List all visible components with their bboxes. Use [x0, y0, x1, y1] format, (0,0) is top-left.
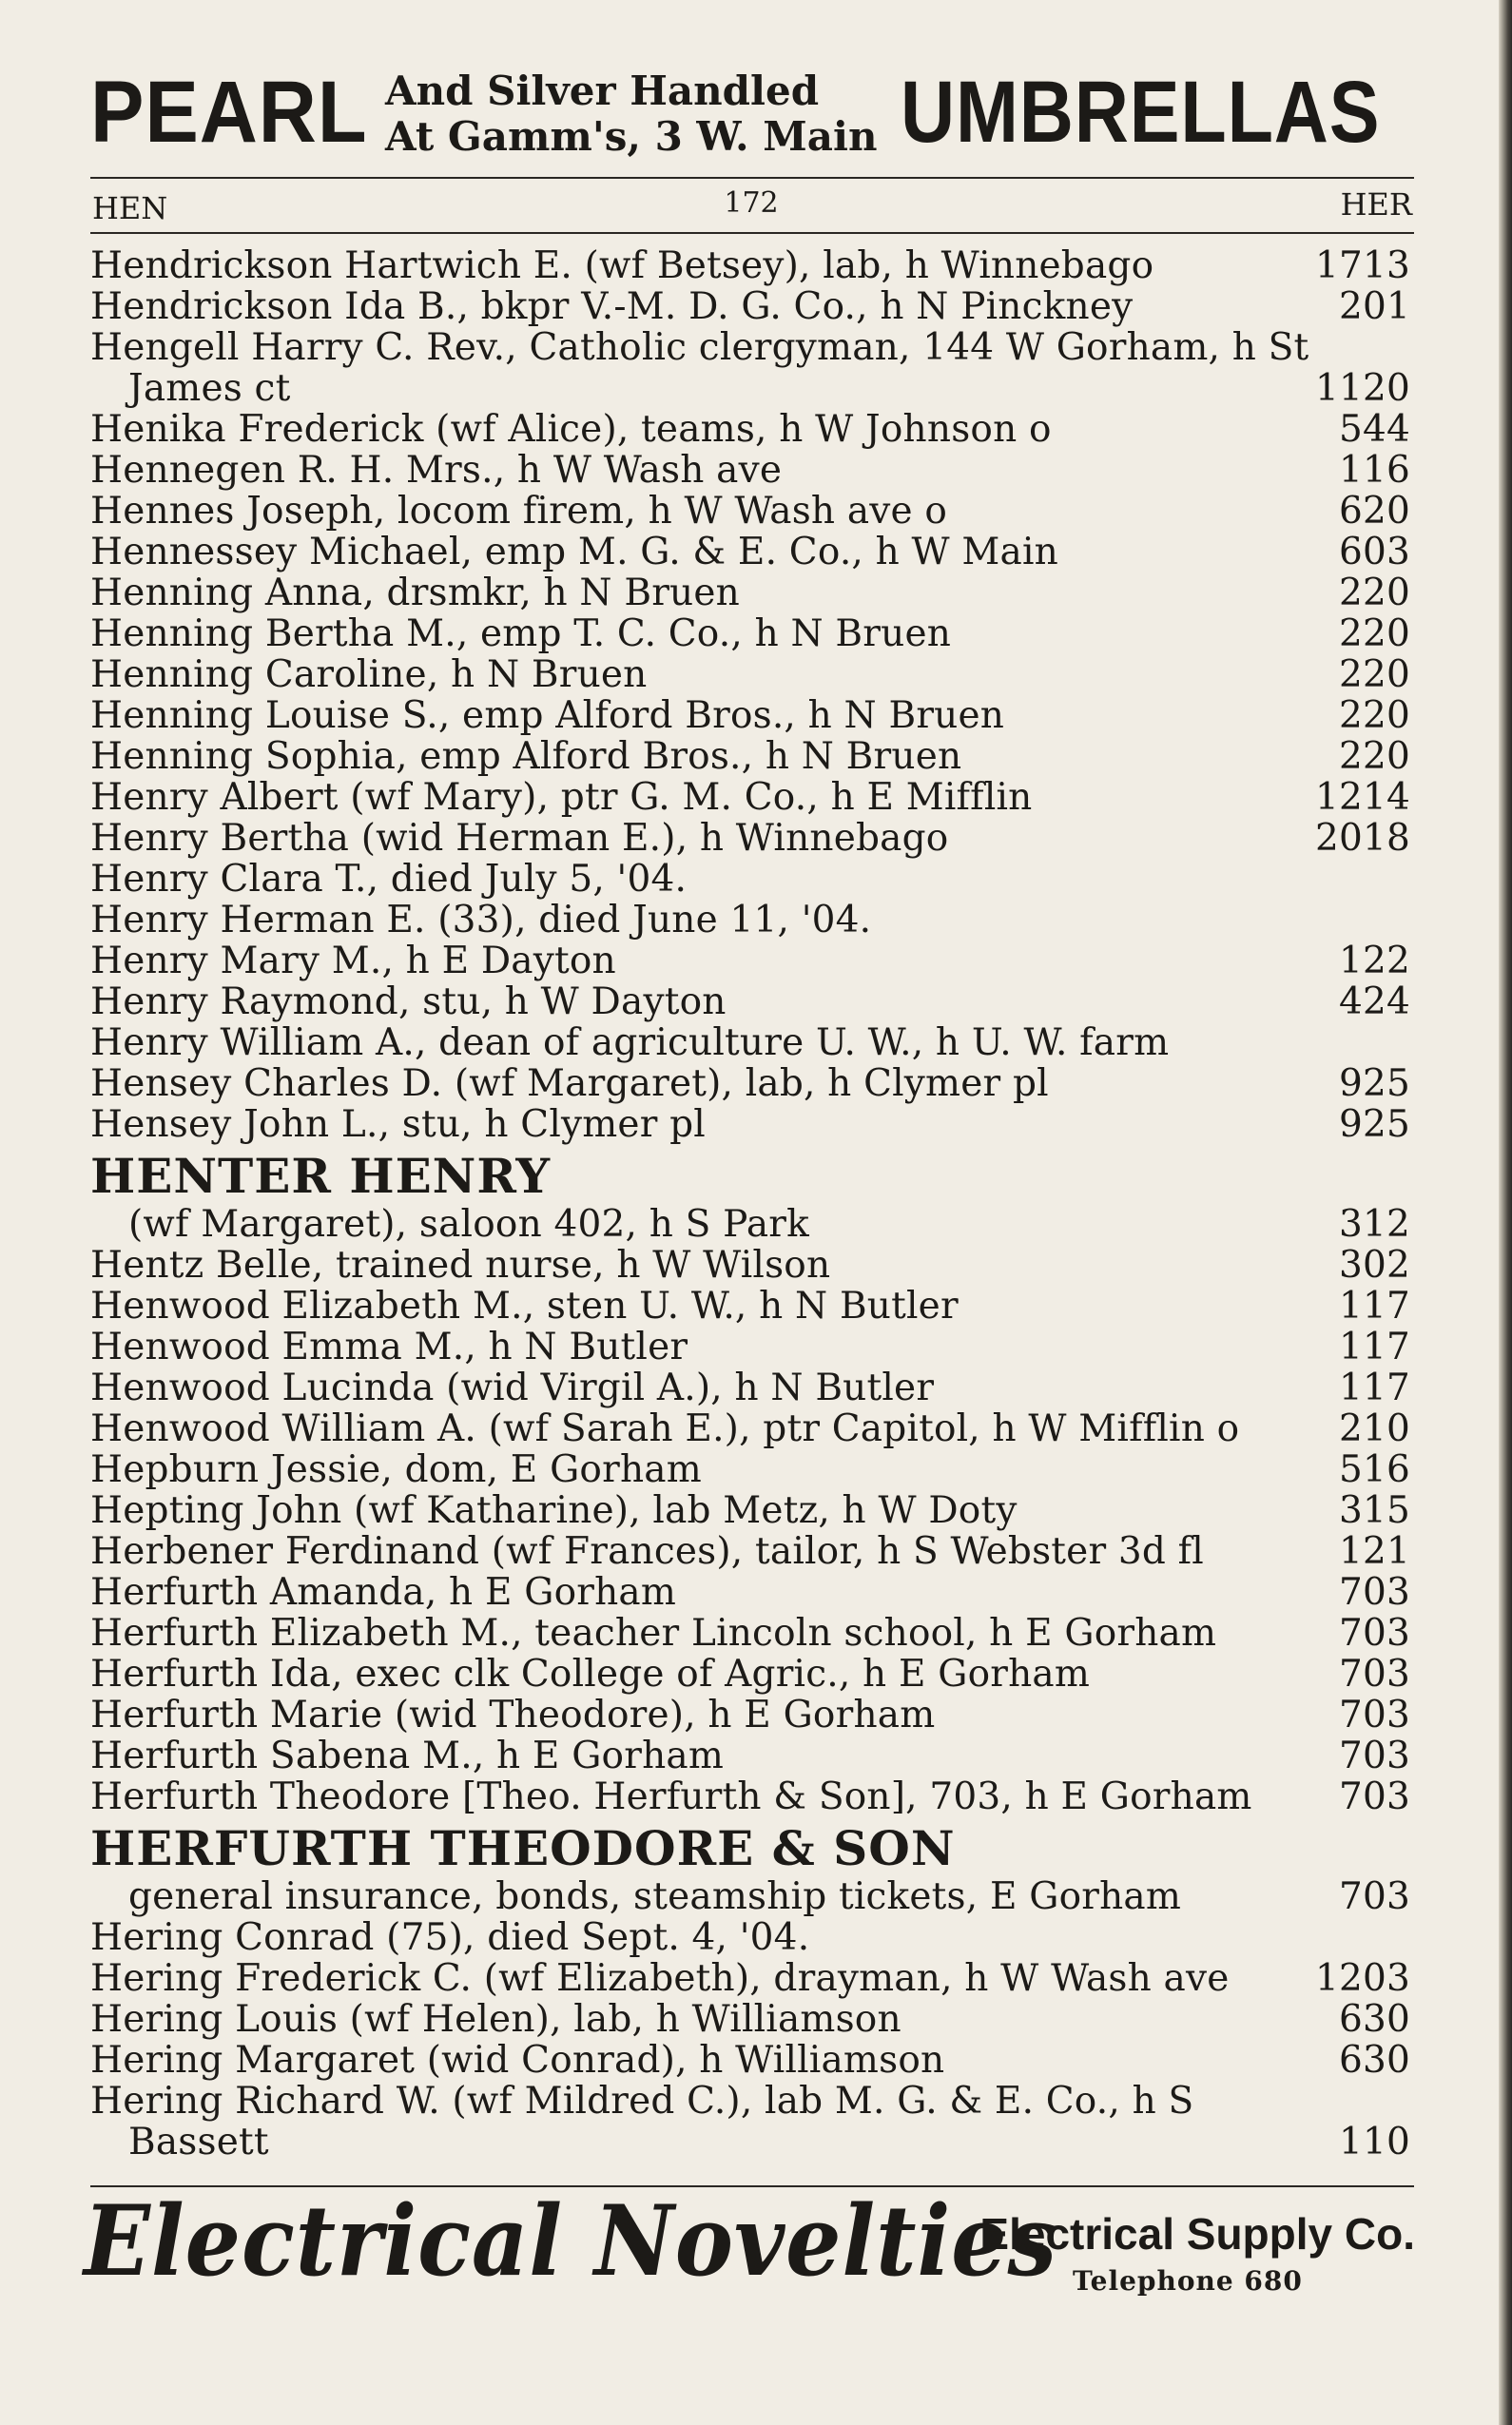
entry-text: Henry Clara T., died July 5, '04. [90, 858, 688, 901]
directory-entry [90, 736, 1412, 777]
entry-text: Hering Richard W. (wf Mildred C.), lab M. G. & E. Co., h S [90, 2080, 1194, 2123]
entry-text: Herfurth Theodore [Theo. Herfurth & Son], 703, h E Gorham [90, 1775, 1252, 1818]
directory-entry [90, 409, 1412, 450]
entry-text: Henning Caroline, h N Bruen [90, 653, 648, 696]
entry-number: 121 [1338, 1530, 1410, 1573]
ad-electrical-novelties: Electrical Novelties [84, 2184, 1058, 2299]
directory-entry [90, 450, 1412, 491]
entry-number: 703 [1338, 1775, 1410, 1818]
ad-line1: And Silver Handled [385, 68, 820, 114]
directory-entry [90, 491, 1412, 532]
entry-list-1 [90, 245, 1412, 1145]
heading-entry [90, 1876, 1412, 1917]
entry-text: Henning Sophia, emp Alford Bros., h N Bruen [90, 735, 962, 778]
entry-text: Hennes Joseph, locom firem, h W Wash ave o [90, 490, 948, 533]
entry-number: 703 [1338, 1875, 1410, 1918]
entry-number: 220 [1338, 735, 1410, 778]
entry-text: Hering Margaret (wid Conrad), h Williamson [90, 2039, 945, 2082]
directory-entry [90, 1613, 1412, 1654]
entry-number: 703 [1338, 1571, 1410, 1614]
ad-supply-co: Electrical Supply Co. [979, 2209, 1415, 2259]
top-rule [90, 177, 1414, 179]
entry-text: Henwood Lucinda (wid Virgil A.), h N Butler [90, 1367, 935, 1409]
entry-number: 1203 [1314, 1957, 1410, 2000]
entry-number: 220 [1338, 572, 1410, 614]
directory-entry [90, 1104, 1412, 1145]
entry-number: 220 [1338, 694, 1410, 737]
directory-entry [90, 981, 1412, 1022]
entry-number: 1120 [1314, 367, 1410, 410]
entry-text: Hengell Harry C. Rev., Catholic clergyman, 144 W Gorham, h St [90, 326, 1309, 369]
directory-entry [90, 1999, 1412, 2040]
entry-number: 302 [1338, 1244, 1410, 1287]
directory-entry [90, 2040, 1412, 2081]
entry-text: Henry Bertha (wid Herman E.), h Winnebago [90, 817, 949, 860]
entry-continuation: James ct [128, 367, 291, 410]
entry-continuation: Bassett [128, 2121, 269, 2163]
entry-number: 630 [1338, 1998, 1410, 2041]
directory-entry [90, 777, 1412, 818]
directory-entry [90, 532, 1412, 572]
directory-entry [90, 1917, 1412, 1958]
entry-number: 220 [1338, 612, 1410, 655]
directory-entry [90, 859, 1412, 900]
header-right: HER [1340, 186, 1412, 223]
entry-text: (wf Margaret), saloon 402, h S Park [128, 1203, 809, 1246]
header-rule [90, 232, 1414, 234]
entry-text: Henry Albert (wf Mary), ptr G. M. Co., h E Mifflin [90, 776, 1033, 819]
entry-text: Herfurth Sabena M., h E Gorham [90, 1735, 725, 1777]
directory-entry [90, 900, 1412, 941]
heading-henter-henry: HENTER HENRY [90, 1148, 552, 1204]
ad-umbrellas: UMBRELLAS [901, 64, 1381, 161]
entry-number: 703 [1338, 1612, 1410, 1655]
entry-number: 122 [1338, 940, 1410, 982]
directory-entry [90, 1695, 1412, 1736]
entry-text: Hennessey Michael, emp M. G. & E. Co., h W Main [90, 531, 1058, 573]
header-left: HEN [92, 190, 168, 226]
entry-text: Hentz Belle, trained nurse, h W Wilson [90, 1244, 831, 1287]
entry-number: 2018 [1314, 817, 1410, 860]
directory-entry [90, 1022, 1412, 1063]
entry-text: Hering Conrad (75), died Sept. 4, '04. [90, 1916, 810, 1959]
entry-number: 1713 [1314, 244, 1410, 287]
entry-number: 315 [1338, 1489, 1410, 1532]
directory-entry [90, 1063, 1412, 1104]
entry-text: Hensey Charles D. (wf Margaret), lab, h Clymer pl [90, 1062, 1049, 1105]
entry-number: 210 [1338, 1407, 1410, 1450]
entry-number: 516 [1338, 1448, 1410, 1491]
entry-text: Herfurth Elizabeth M., teacher Lincoln school, h E Gorham [90, 1612, 1217, 1655]
directory-entry [90, 613, 1412, 654]
directory-entry [90, 1286, 1412, 1327]
entry-text: Herfurth Amanda, h E Gorham [90, 1571, 677, 1614]
entry-number: 630 [1338, 2039, 1410, 2082]
heading-herfurth-son: HERFURTH THEODORE & SON [90, 1820, 956, 1876]
entry-number: 925 [1338, 1103, 1410, 1146]
entry-text: Hering Louis (wf Helen), lab, h Williamson [90, 1998, 901, 2041]
entry-number: 544 [1338, 408, 1410, 451]
entry-text: Henry Herman E. (33), died June 11, '04. [90, 899, 872, 941]
entry-text: general insurance, bonds, steamship tickets, E Gorham [128, 1875, 1182, 1918]
entry-number: 117 [1338, 1326, 1410, 1368]
directory-entry [90, 1408, 1412, 1449]
entry-number: 925 [1338, 1062, 1410, 1105]
ad-pearl: PEARL [90, 64, 368, 161]
directory-entry [90, 327, 1412, 409]
entry-number: 603 [1338, 531, 1410, 573]
entry-text: Henning Bertha M., emp T. C. Co., h N Bruen [90, 612, 952, 655]
entry-number: 117 [1338, 1285, 1410, 1328]
directory-entry [90, 1245, 1412, 1286]
entry-text: Henwood Elizabeth M., sten U. W., h N Butler [90, 1285, 959, 1328]
page-number: 172 [724, 186, 779, 220]
entry-number: 110 [1338, 2121, 1410, 2163]
entry-text: Henwood William A. (wf Sarah E.), ptr Capitol, h W Mifflin o [90, 1407, 1240, 1450]
entry-text: Henry Mary M., h E Dayton [90, 940, 616, 982]
ad-telephone: Telephone 680 [1073, 2265, 1303, 2297]
entry-text: Hennegen R. H. Mrs., h W Wash ave [90, 449, 783, 492]
directory-entry [90, 245, 1412, 286]
entry-text: Herfurth Marie (wid Theodore), h E Gorham [90, 1694, 936, 1736]
directory-entry [90, 695, 1412, 736]
entry-number: 703 [1338, 1653, 1410, 1696]
entry-number: 312 [1338, 1203, 1410, 1246]
entry-text: Hensey John L., stu, h Clymer pl [90, 1103, 706, 1146]
directory-entry [90, 1776, 1412, 1817]
entry-text: Hering Frederick C. (wf Elizabeth), drayman, h W Wash ave [90, 1957, 1230, 2000]
directory-entry [90, 1958, 1412, 1999]
entry-text: Hepburn Jessie, dom, E Gorham [90, 1448, 702, 1491]
directory-entry [90, 1449, 1412, 1490]
directory-entry [90, 286, 1412, 327]
heading-entry [90, 1204, 1412, 1245]
directory-entry [90, 572, 1412, 613]
directory-entry [90, 654, 1412, 695]
entry-text: Henning Louise S., emp Alford Bros., h N Bruen [90, 694, 1005, 737]
entry-number: 116 [1338, 449, 1410, 492]
running-header [90, 186, 1412, 228]
directory-entry [90, 818, 1412, 859]
entry-number: 220 [1338, 653, 1410, 696]
ad-middle [385, 68, 956, 160]
directory-entry [90, 1654, 1412, 1695]
directory-entry [90, 941, 1412, 981]
entry-text: Henry William A., dean of agriculture U. W., h U. W. farm [90, 1021, 1170, 1064]
top-advertisement [90, 59, 1412, 171]
entry-text: Hendrickson Hartwich E. (wf Betsey), lab, h Winnebago [90, 244, 1154, 287]
entry-list-3 [90, 1917, 1412, 2163]
entry-number: 1214 [1314, 776, 1410, 819]
entry-text: Herbener Ferdinand (wf Frances), tailor, h S Webster 3d fl [90, 1530, 1204, 1573]
entry-text: Henwood Emma M., h N Butler [90, 1326, 688, 1368]
directory-entry [90, 1490, 1412, 1531]
bottom-advertisement [84, 2185, 1415, 2299]
entry-number: 201 [1338, 285, 1410, 328]
entry-list-2 [90, 1245, 1412, 1817]
entry-text: Hendrickson Ida B., bkpr V.-M. D. G. Co., h N Pinckney [90, 285, 1134, 328]
entry-number: 424 [1338, 980, 1410, 1023]
directory-entry [90, 1531, 1412, 1572]
entry-number: 620 [1338, 490, 1410, 533]
entry-text: Herfurth Ida, exec clk College of Agric., h E Gorham [90, 1653, 1091, 1696]
entry-text: Henning Anna, drsmkr, h N Bruen [90, 572, 740, 614]
directory-entry [90, 2081, 1412, 2163]
directory-entries [90, 245, 1412, 2163]
entry-text: Henry Raymond, stu, h W Dayton [90, 980, 727, 1023]
entry-text: Henika Frederick (wf Alice), teams, h W Johnson o [90, 408, 1052, 451]
directory-entry [90, 1327, 1412, 1368]
directory-entry [90, 1368, 1412, 1408]
entry-number: 703 [1338, 1735, 1410, 1777]
directory-entry [90, 1572, 1412, 1613]
entry-number: 703 [1338, 1694, 1410, 1736]
directory-entry [90, 1736, 1412, 1776]
entry-number: 117 [1338, 1367, 1410, 1409]
ad-line2: At Gamm's, 3 W. Main [385, 113, 878, 160]
entry-text: Hepting John (wf Katharine), lab Metz, h W Doty [90, 1489, 1018, 1532]
book-spine-shadow [1499, 0, 1512, 2425]
